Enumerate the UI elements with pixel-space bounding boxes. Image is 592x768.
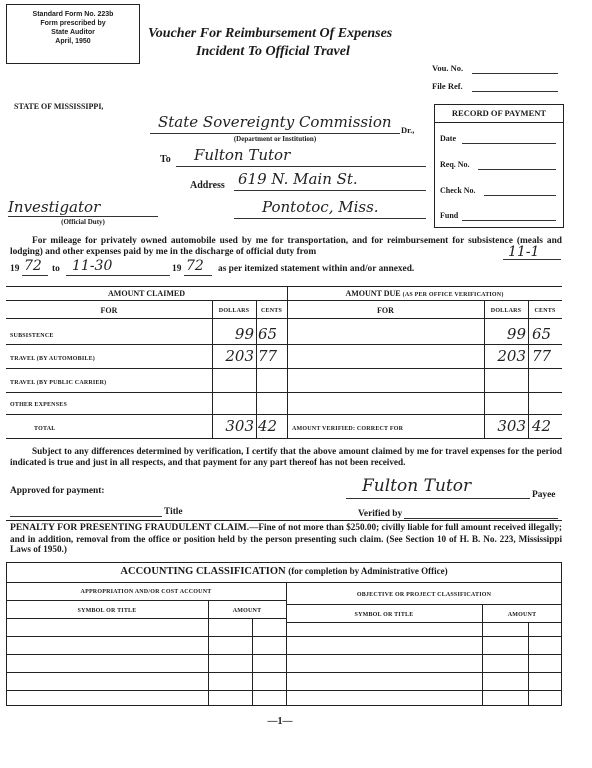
table-header-rule <box>6 300 562 301</box>
department-line <box>150 133 400 134</box>
row-label-travel-carrier: TRAVEL (BY PUBLIC CARRIER) <box>10 380 107 386</box>
col-dollars-left: DOLLARS <box>218 308 250 314</box>
payee-line <box>346 498 530 499</box>
vou-no-line <box>472 73 558 74</box>
dr-label: Dr., <box>401 125 415 135</box>
penalty-text <box>10 522 562 555</box>
acct-row-rule-right-1 <box>286 622 562 623</box>
col-dollars-right: DOLLARS <box>490 308 522 314</box>
year-prefix-1: 19 <box>10 264 20 274</box>
record-date-label: Date <box>440 134 456 143</box>
verified-line <box>404 518 558 519</box>
certification-text: Subject to any differences determined by verification, I certify that the above amount claimed by me for travel expenses for the period indicated is true and just in all respects, and that payment for any part thereof has not been received. <box>10 446 562 467</box>
left-amount-header: AMOUNT <box>232 608 262 614</box>
col-rule-due-cents <box>528 300 529 438</box>
year-from-value: 72 <box>24 258 42 274</box>
title-label: Title <box>164 507 183 517</box>
claimed-dollars-total: 303 <box>225 417 254 435</box>
amount-due-label: AMOUNT DUE <box>345 289 401 298</box>
file-ref-line <box>472 91 558 92</box>
duty-to-line <box>66 275 170 276</box>
statement-text <box>10 236 562 258</box>
record-fund-line <box>462 220 556 221</box>
left-symbol-header: SYMBOL OR TITLE <box>77 608 137 614</box>
year-prefix-2: 19 <box>172 264 182 274</box>
due-cents-subsistence: 65 <box>532 325 552 343</box>
record-check-label: Check No. <box>440 186 476 195</box>
row-label-subsistence: SUBSISTENCE <box>10 333 54 339</box>
objective-header: OBJECTIVE OR PROJECT CLASSIFICATION <box>356 592 492 598</box>
acct-row-rule-4 <box>6 672 562 673</box>
due-cents-travel-auto: 77 <box>532 347 552 365</box>
form-number: Standard Form No. 223b <box>32 11 114 18</box>
acct-subhead-rule-right <box>286 604 562 605</box>
year-to-line <box>184 275 212 276</box>
due-cents-total: 42 <box>532 417 552 435</box>
year-from-line <box>22 275 48 276</box>
row-rule-1 <box>6 344 562 345</box>
record-req-line <box>478 169 556 170</box>
row-label-total: TOTAL <box>34 426 56 432</box>
state-label: STATE OF MISSISSIPPI, <box>14 102 104 111</box>
record-date-line <box>462 143 556 144</box>
accounting-box <box>6 562 562 706</box>
col-cents-right: CENTS <box>534 308 556 314</box>
claimed-cents-total: 42 <box>258 417 278 435</box>
duty-to-value: 11-30 <box>72 258 113 274</box>
col-for-right: FOR <box>377 306 394 315</box>
accounting-note: (for completion by Administrative Office) <box>288 566 448 576</box>
record-check-line <box>484 195 556 196</box>
verified-label: Verified by <box>358 509 403 519</box>
record-fund-label: Fund <box>440 211 459 220</box>
duty-line <box>8 216 158 217</box>
duty-caption: (Official Duty) <box>61 218 105 226</box>
duty-value: Investigator <box>8 198 101 216</box>
department-caption: (Department or Institution) <box>233 135 317 143</box>
acct-row-rule-3 <box>6 654 562 655</box>
amount-due-note: (AS PER OFFICE VERIFICATION) <box>402 292 504 298</box>
address-line-1: 619 N. Main St. <box>238 170 358 188</box>
voucher-title: Voucher For Reimbursement Of Expenses <box>148 26 393 41</box>
acct-subhead-rule-left <box>6 600 286 601</box>
right-cents-rule <box>528 622 529 706</box>
voucher-subtitle: Incident To Official Travel <box>196 44 350 59</box>
duty-from-value: 11-1 <box>508 244 540 260</box>
to-label: To <box>160 154 171 165</box>
department-value: State Sovereignty Commission <box>158 113 392 131</box>
payee-name-value: Fulton Tutor <box>194 146 291 164</box>
vou-no-label: Vou. No. <box>432 63 464 73</box>
record-req-label: Req. No. <box>440 160 470 169</box>
form-prescribed: Form prescribed by <box>40 20 106 27</box>
due-label-total: AMOUNT VERIFIED: CORRECT FOR <box>292 426 404 432</box>
penalty-body: —Fine of not more than $250.00; civilly liable for full amount received illegally; and in addition, removal from the office or position held by the person presenting such claim. (See Section 10 of H. B. No. 223, Mississippi Laws of 1950.) <box>10 522 562 554</box>
table-colhead-rule <box>6 318 562 319</box>
row-rule-4 <box>6 414 562 415</box>
appropriation-header: APPROPRIATION AND/OR COST ACCOUNT <box>80 589 212 595</box>
due-dollars-travel-auto: 203 <box>497 347 526 365</box>
year-to-value: 72 <box>186 258 204 274</box>
accounting-title-rule <box>6 582 562 583</box>
col-rule-cents <box>256 300 257 438</box>
right-symbol-header: SYMBOL OR TITLE <box>354 612 414 618</box>
accounting-title: ACCOUNTING CLASSIFICATION <box>120 566 286 577</box>
acct-row-rule-5 <box>6 690 562 691</box>
address-line-2: Pontotoc, Miss. <box>262 198 379 216</box>
claimed-cents-subsistence: 65 <box>258 325 278 343</box>
due-dollars-total: 303 <box>497 417 526 435</box>
penalty-top-rule <box>6 520 562 521</box>
payee-label: Payee <box>532 490 556 500</box>
payee-signature: Fulton Tutor <box>362 476 472 496</box>
col-for-left: FOR <box>100 306 118 315</box>
acct-row-rule-2 <box>6 636 562 637</box>
to-word: to <box>52 264 60 274</box>
table-bottom-rule <box>6 438 562 439</box>
record-of-payment-title: RECORD OF PAYMENT <box>451 108 547 118</box>
title-line <box>10 516 162 517</box>
file-ref-label: File Ref. <box>432 81 463 91</box>
amount-due-header <box>287 289 562 298</box>
duty-from-line <box>503 259 561 260</box>
claimed-dollars-travel-auto: 203 <box>225 347 254 365</box>
acct-row-rule-left-1 <box>6 618 286 619</box>
table-top-rule <box>6 286 562 287</box>
accounting-middle-rule <box>286 582 287 706</box>
statement-body: For mileage for privately owned automobile used by me for transportation, and for reimbursement for subsistence (meals and lodging) and other expenses paid by me in the discharge of official duty from <box>10 236 562 257</box>
page-number: —1— <box>267 716 293 727</box>
penalty-heading: PENALTY FOR PRESENTING FRAUDULENT CLAIM. <box>10 522 250 533</box>
address-line-2-rule <box>234 218 426 219</box>
claimed-dollars-subsistence: 99 <box>234 325 254 343</box>
left-cents-rule <box>252 618 253 706</box>
right-amount-header: AMOUNT <box>507 612 537 618</box>
row-rule-2 <box>6 368 562 369</box>
address-line-1-rule <box>234 190 426 191</box>
row-label-other: OTHER EXPENSES <box>10 402 67 408</box>
accounting-heading <box>6 566 562 577</box>
approved-label: Approved for payment: <box>10 486 105 496</box>
due-dollars-subsistence: 99 <box>506 325 526 343</box>
form-auditor: State Auditor <box>51 29 95 36</box>
to-line <box>176 166 426 167</box>
address-label: Address <box>190 180 225 191</box>
col-cents-left: CENTS <box>260 308 282 314</box>
form-date: April, 1950 <box>55 38 91 45</box>
row-rule-3 <box>6 392 562 393</box>
row-label-travel-auto: TRAVEL (BY AUTOMOBILE) <box>10 356 95 362</box>
claimed-cents-travel-auto: 77 <box>258 347 278 365</box>
record-divider <box>434 122 564 123</box>
amount-claimed-header: AMOUNT CLAIMED <box>108 289 185 298</box>
statement-tail: as per itemized statement within and/or annexed. <box>218 264 415 274</box>
